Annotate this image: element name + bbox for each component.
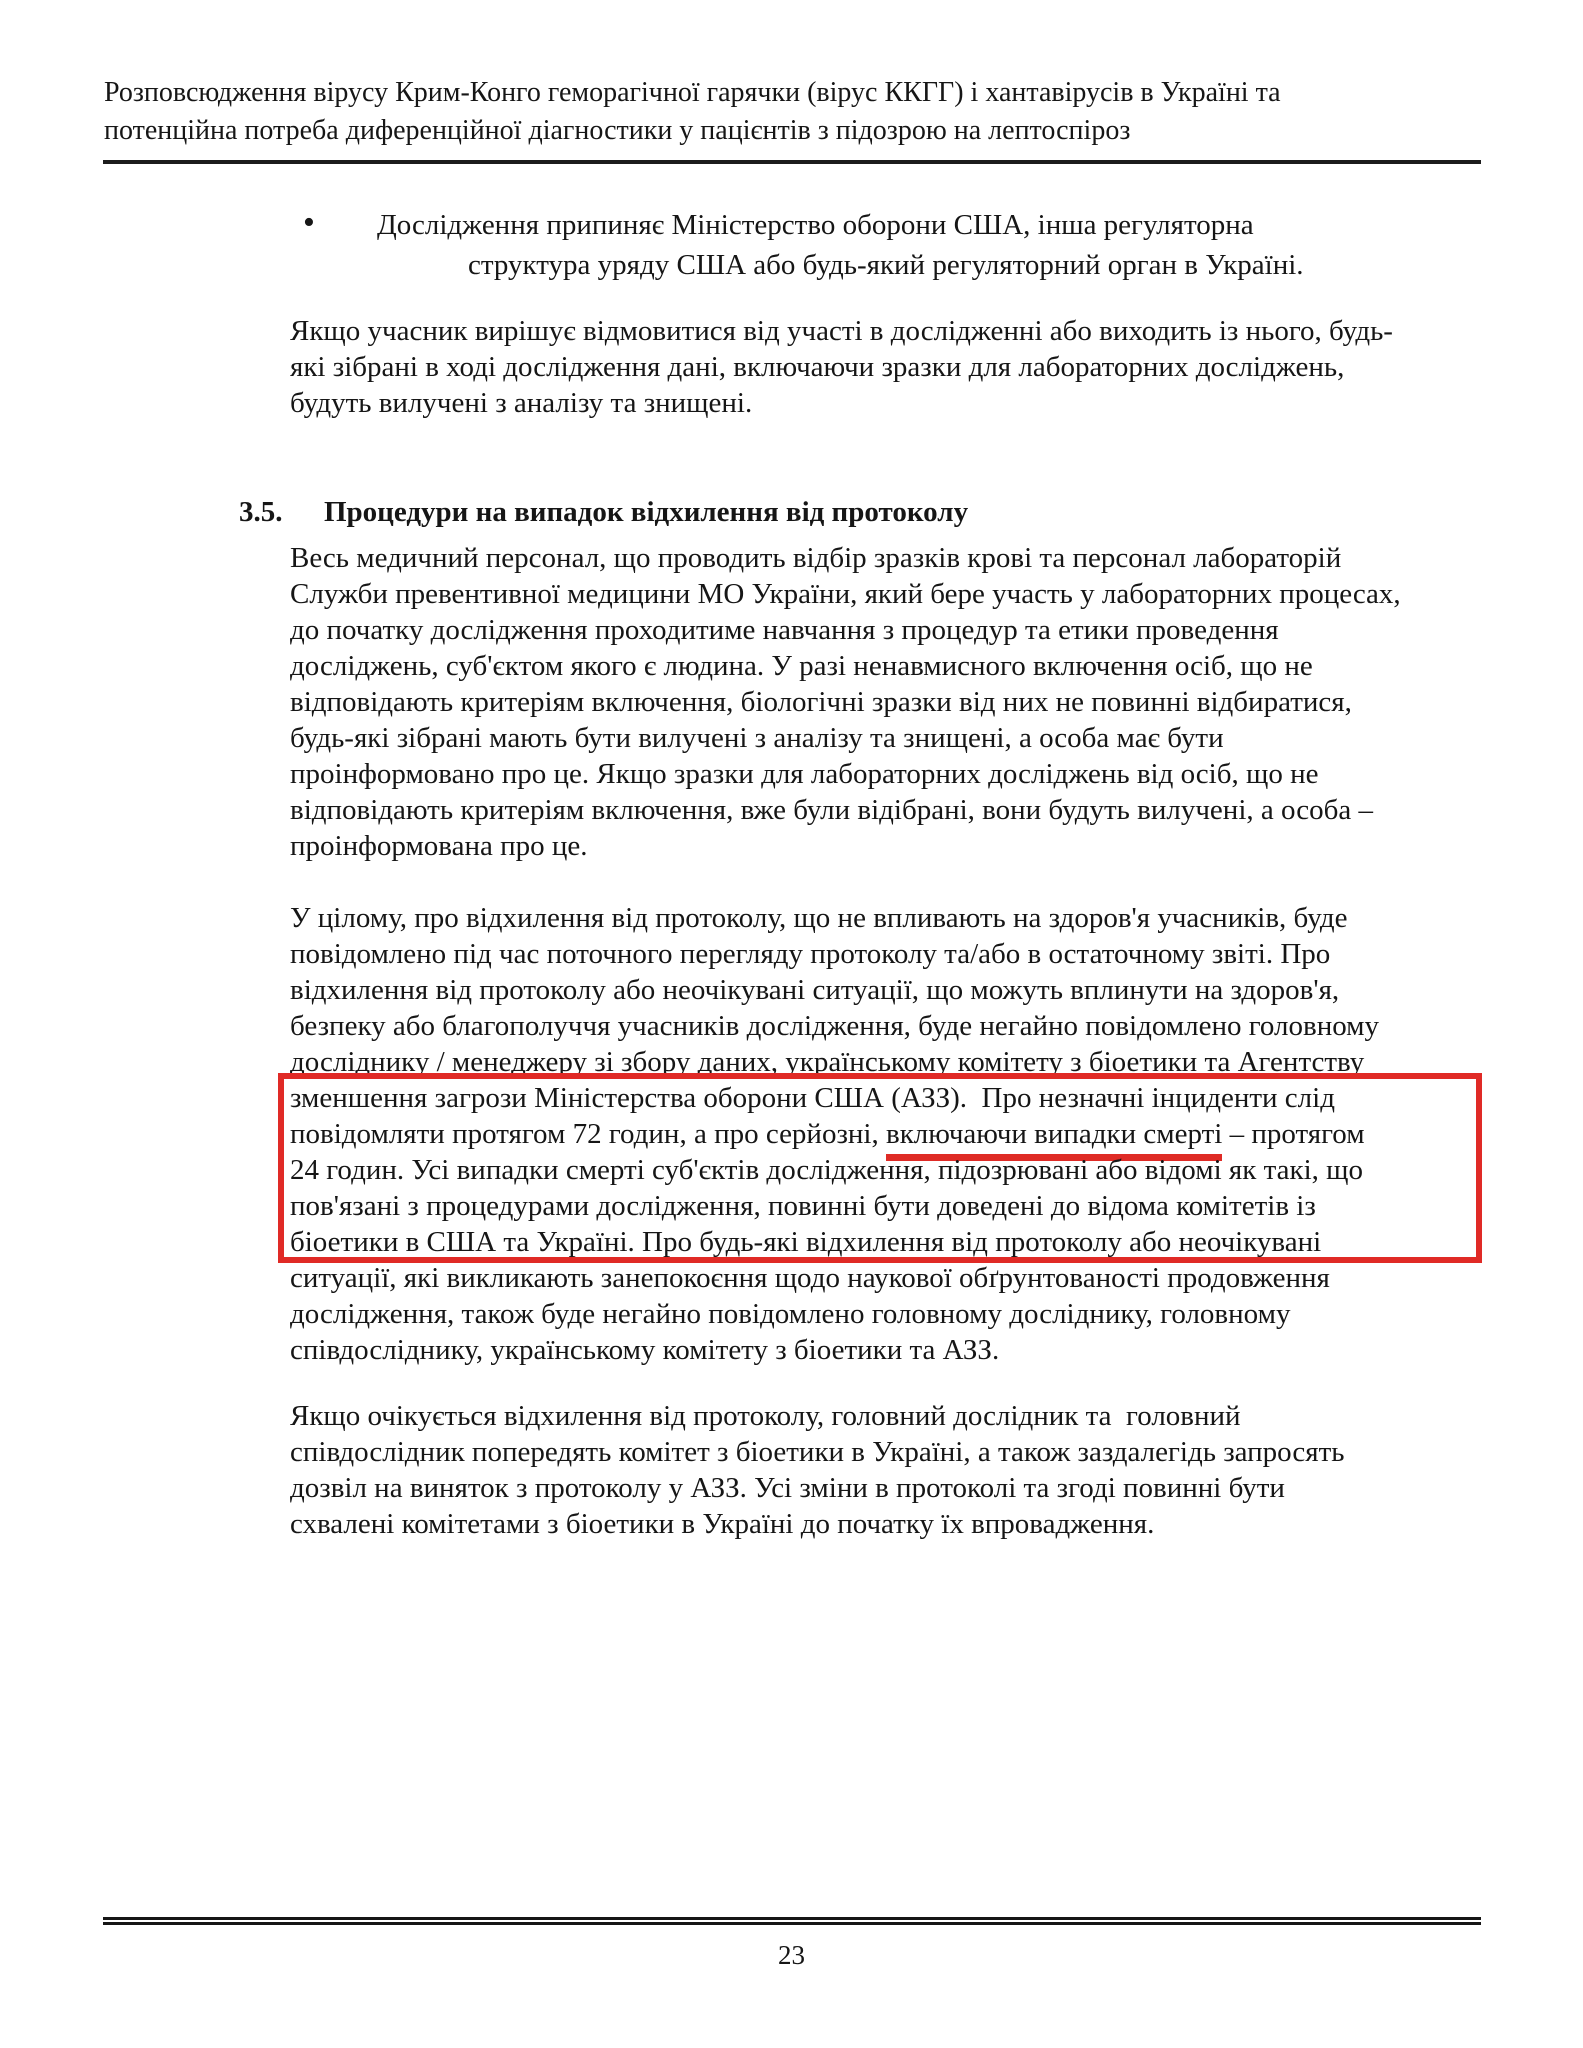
text-line: Весь медичний персонал, що проводить відбір зразків крові та персонал лабораторій — [290, 542, 1342, 574]
text-line: безпеку або благополуччя учасників дослідження, буде негайно повідомлено головному — [290, 1010, 1380, 1042]
footer-rule — [103, 1917, 1481, 1925]
bullet-item-study-termination — [303, 204, 1304, 285]
red-annotation-box — [290, 1080, 1480, 1260]
text-line: Якщо учасник вирішує відмовитися від участі в дослідженні або виходить із нього, будь- — [290, 315, 1393, 347]
page-number: 23 — [778, 1940, 805, 1970]
text-line: пов'язані з процедурами дослідження, повинні бути доведені до відома комітетів із — [290, 1190, 1316, 1222]
paragraph-withdrawal — [290, 313, 1480, 421]
text-line: будь-які зібрані мають бути вилучені з аналізу та знищені, а особа має бути — [290, 722, 1224, 754]
text-line: відхилення від протоколу або неочікувані ситуації, що можуть вплинути на здоров'я, — [290, 974, 1340, 1006]
text-line: до початку дослідження проходитиме навчання з процедур та етики проведення — [290, 614, 1279, 646]
text-line: досліднику / менеджеру зі збору даних, українському комітету з біоетики та Агентству — [290, 1046, 1365, 1078]
text-line: будуть вилучені з аналізу та знищені. — [290, 387, 753, 419]
text-line: співдослідник попередять комітет з біоетики в Україні, а також заздалегідь запросять — [290, 1436, 1345, 1468]
text-line: проінформована про це. — [290, 830, 588, 862]
text-line: ситуації, які викликають занепокоєння щодо наукової обґрунтованості продовження — [290, 1262, 1330, 1294]
header-line-2: потенційна потреба диференційної діагностики у пацієнтів з підозрою на лептоспіроз — [104, 115, 1131, 146]
section-title: Процедури на випадок відхилення від протоколу — [324, 496, 969, 528]
text-line: дозвіл на виняток з протоколу у АЗЗ. Усі зміни в протоколі та згоді повинні бути — [290, 1472, 1285, 1504]
paragraph-personnel-training — [290, 540, 1480, 864]
document-header — [104, 74, 1281, 150]
text-line: біоетики в США та Україні. Про будь-які відхилення від протоколу або неочікувані — [290, 1226, 1322, 1258]
text-line: зменшення загрози Міністерства оборони США (АЗЗ). Про незначні інциденти слід — [290, 1082, 1335, 1114]
header-line-1: Розповсюдження вірусу Крим-Конго геморагічної гарячки (вірус ККГГ) і хантавірусів в Україні та — [104, 77, 1281, 108]
text-line: досліджень, суб'єктом якого є людина. У разі ненавмисного включення осіб, що не — [290, 650, 1313, 682]
text-line: відповідають критеріям включення, біологічні зразки від них не повинні відбиратися, — [290, 686, 1352, 718]
text-line: які зібрані в ході дослідження дані, включаючи зразки для лабораторних досліджень, — [290, 351, 1345, 383]
text-segment: повідомляти протягом 72 годин, а про серйозні, — [290, 1118, 886, 1150]
text-line: повідомлено під час поточного перегляду протоколу та/або в остаточному звіті. Про — [290, 938, 1331, 970]
text-line: У цілому, про відхилення від протоколу, що не впливають на здоров'я учасників, буде — [290, 902, 1348, 934]
text-line: Якщо очікується відхилення від протоколу, головний дослідник та головний — [290, 1400, 1241, 1432]
text-line: Служби превентивної медицини МО України, який бере участь у лабораторних процесах, — [290, 578, 1401, 610]
text-segment: – протягом — [1222, 1118, 1365, 1150]
text-line: 24 годин. Усі випадки смерті суб'єктів дослідження, підозрювані або відомі як такі, що — [290, 1154, 1363, 1186]
text-line: проінформовано про це. Якщо зразки для лабораторних досліджень від осіб, що не — [290, 758, 1319, 790]
bullet-line-1: Дослідження припиняє Міністерство оборони США, інша регуляторна — [377, 209, 1254, 241]
paragraph-protocol-deviations — [290, 900, 1480, 1368]
bullet-icon: • — [303, 204, 315, 241]
text-line: схвалені комітетами з біоетики в Україні до початку їх впровадження. — [290, 1508, 1155, 1540]
text-line: відповідають критеріям включення, вже були відібрані, вони будуть вилучені, а особа – — [290, 794, 1373, 826]
text-line: дослідження, також буде негайно повідомлено головному досліднику, головному — [290, 1298, 1291, 1330]
red-underline-annotation: включаючи випадки смерті — [886, 1118, 1222, 1161]
text-line-with-underline — [290, 1116, 1480, 1152]
section-number: 3.5. — [239, 496, 283, 528]
bullet-line-2: структура уряду США або будь-який регуляторний орган в Україні. — [468, 249, 1304, 281]
header-rule — [103, 160, 1481, 164]
text-line: співдосліднику, українському комітету з біоетики та АЗЗ. — [290, 1334, 1000, 1366]
paragraph-expected-deviations — [290, 1398, 1480, 1542]
